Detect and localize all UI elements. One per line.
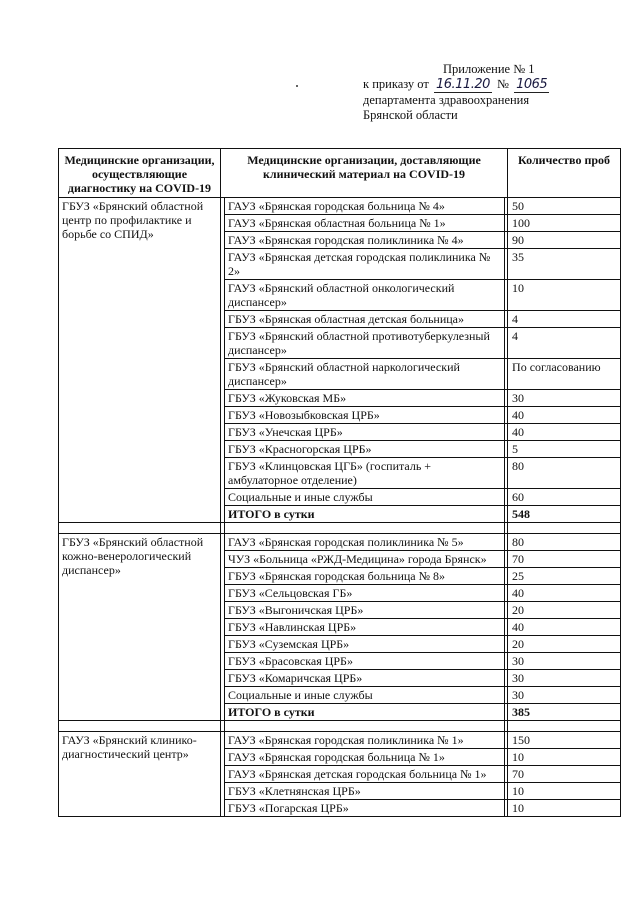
order-number: 1065 [516,77,548,92]
total-label: ИТОГО в сутки [225,704,505,721]
table-row [59,732,621,749]
delivering-org-cell: ГАУЗ «Брянская городская больница № 1» [225,749,505,766]
delivering-org-cell: ГБУЗ «Красногорская ЦРБ» [225,441,505,458]
delivering-org-cell: ГАУЗ «Брянская городская поликлиника № 5» [225,534,505,551]
sample-count-cell: 70 [508,766,621,783]
delivering-org-cell: ГБУЗ «Брянский областной противотуберкулезный диспансер» [225,328,505,359]
spacer-cell [59,721,221,732]
sample-count-cell: 10 [508,749,621,766]
appendix-label: Приложение № 1 [443,62,535,76]
diagnostic-org-cell: ГАУЗ «Брянский клинико-диагностический центр» [59,732,221,817]
table-row [59,198,621,215]
sample-count-cell: 4 [508,328,621,359]
delivering-org-cell: ГАУЗ «Брянская городская поликлиника № 1» [225,732,505,749]
delivering-org-cell: ГБУЗ «Сельцовская ГБ» [225,585,505,602]
spacer-cell [508,523,621,534]
sample-count-cell: 10 [508,800,621,817]
sample-count-cell: 5 [508,441,621,458]
delivering-org-cell: ГБУЗ «Клетнянская ЦРБ» [225,783,505,800]
sample-count-cell: 30 [508,687,621,704]
spacer-cell [225,721,505,732]
sample-count-cell: 25 [508,568,621,585]
sample-count-cell: 10 [508,280,621,311]
order-date: 16.11.20 [435,77,490,92]
diagnostic-org-cell: ГБУЗ «Брянский областной кожно-венерологический диспансер» [59,534,221,721]
column-header-delivering-org: Медицинские организации, доставляющие клинический материал на COVID-19 [221,149,508,198]
stray-dot [296,85,298,87]
sample-count-cell: 40 [508,585,621,602]
delivering-org-cell: Социальные и иные службы [225,489,505,506]
delivering-org-cell: ГБУЗ «Жуковская МБ» [225,390,505,407]
region-name: Брянской области [363,108,458,122]
sample-count-cell: 90 [508,232,621,249]
total-value: 548 [508,506,621,523]
sample-count-cell: 150 [508,732,621,749]
sample-count-cell: 40 [508,619,621,636]
sample-count-cell: 35 [508,249,621,280]
table-header-row [59,149,621,198]
delivering-org-cell: ГБУЗ «Брянская областная детская больница» [225,311,505,328]
total-value: 385 [508,704,621,721]
delivering-org-cell: ГБУЗ «Навлинская ЦРБ» [225,619,505,636]
total-label: ИТОГО в сутки [225,506,505,523]
sample-count-cell: 4 [508,311,621,328]
delivering-org-cell: ГАУЗ «Брянская детская городская поликлиника № 2» [225,249,505,280]
spacer-cell [225,523,505,534]
spacer-cell [508,721,621,732]
delivering-org-cell: ГБУЗ «Комаричская ЦРБ» [225,670,505,687]
order-prefix: к приказу от [363,77,429,91]
delivering-org-cell: ГБУЗ «Погарская ЦРБ» [225,800,505,817]
table-body [59,198,621,817]
delivering-org-cell: ГБУЗ «Суземская ЦРБ» [225,636,505,653]
delivering-org-cell: ЧУЗ «Больница «РЖД-Медицина» города Брянск» [225,551,505,568]
spacer-cell [59,523,221,534]
sample-count-cell: 10 [508,783,621,800]
distribution-table [58,148,621,817]
sample-count-cell: 20 [508,636,621,653]
sample-count-cell: 30 [508,653,621,670]
sample-count-cell: 100 [508,215,621,232]
delivering-org-cell: ГАУЗ «Брянская детская городская больница № 1» [225,766,505,783]
sample-count-cell: 40 [508,424,621,441]
sample-count-cell: 80 [508,458,621,489]
sample-count-cell: 50 [508,198,621,215]
sample-count-cell: 30 [508,390,621,407]
delivering-org-cell: ГБУЗ «Новозыбковская ЦРБ» [225,407,505,424]
sample-count-cell: 30 [508,670,621,687]
order-reference [363,77,551,93]
delivering-org-cell: ГАУЗ «Брянская городская больница № 4» [225,198,505,215]
delivering-org-cell: ГБУЗ «Брянская городская больница № 8» [225,568,505,585]
sample-count-cell: 80 [508,534,621,551]
group-spacer [59,523,621,534]
sample-count-cell: 40 [508,407,621,424]
department-name: департамента здравоохранения [363,93,530,107]
group-spacer [59,721,621,732]
document-header [363,62,551,123]
table-row [59,534,621,551]
delivering-org-cell: ГАУЗ «Брянская областная больница № 1» [225,215,505,232]
sample-count-cell: По согласованию [508,359,621,390]
sample-count-cell: 70 [508,551,621,568]
delivering-org-cell: ГБУЗ «Брасовская ЦРБ» [225,653,505,670]
column-header-diagnostic-org: Медицинские организации, осуществляющие диагностику на COVID-19 [59,149,221,198]
delivering-org-cell: ГБУЗ «Выгоничская ЦРБ» [225,602,505,619]
sample-count-cell: 20 [508,602,621,619]
delivering-org-cell: ГБУЗ «Клинцовская ЦГБ» (госпиталь + амбулаторное отделение) [225,458,505,489]
delivering-org-cell: ГБУЗ «Унечская ЦРБ» [225,424,505,441]
delivering-org-cell: ГБУЗ «Брянский областной наркологический диспансер» [225,359,505,390]
diagnostic-org-cell: ГБУЗ «Брянский областной центр по профилактике и борьбе со СПИД» [59,198,221,523]
column-header-sample-count: Количество проб [508,149,621,198]
sample-count-cell: 60 [508,489,621,506]
number-sign: № [497,77,509,91]
delivering-org-cell: ГАУЗ «Брянская городская поликлиника № 4» [225,232,505,249]
delivering-org-cell: ГАУЗ «Брянский областной онкологический диспансер» [225,280,505,311]
delivering-org-cell: Социальные и иные службы [225,687,505,704]
